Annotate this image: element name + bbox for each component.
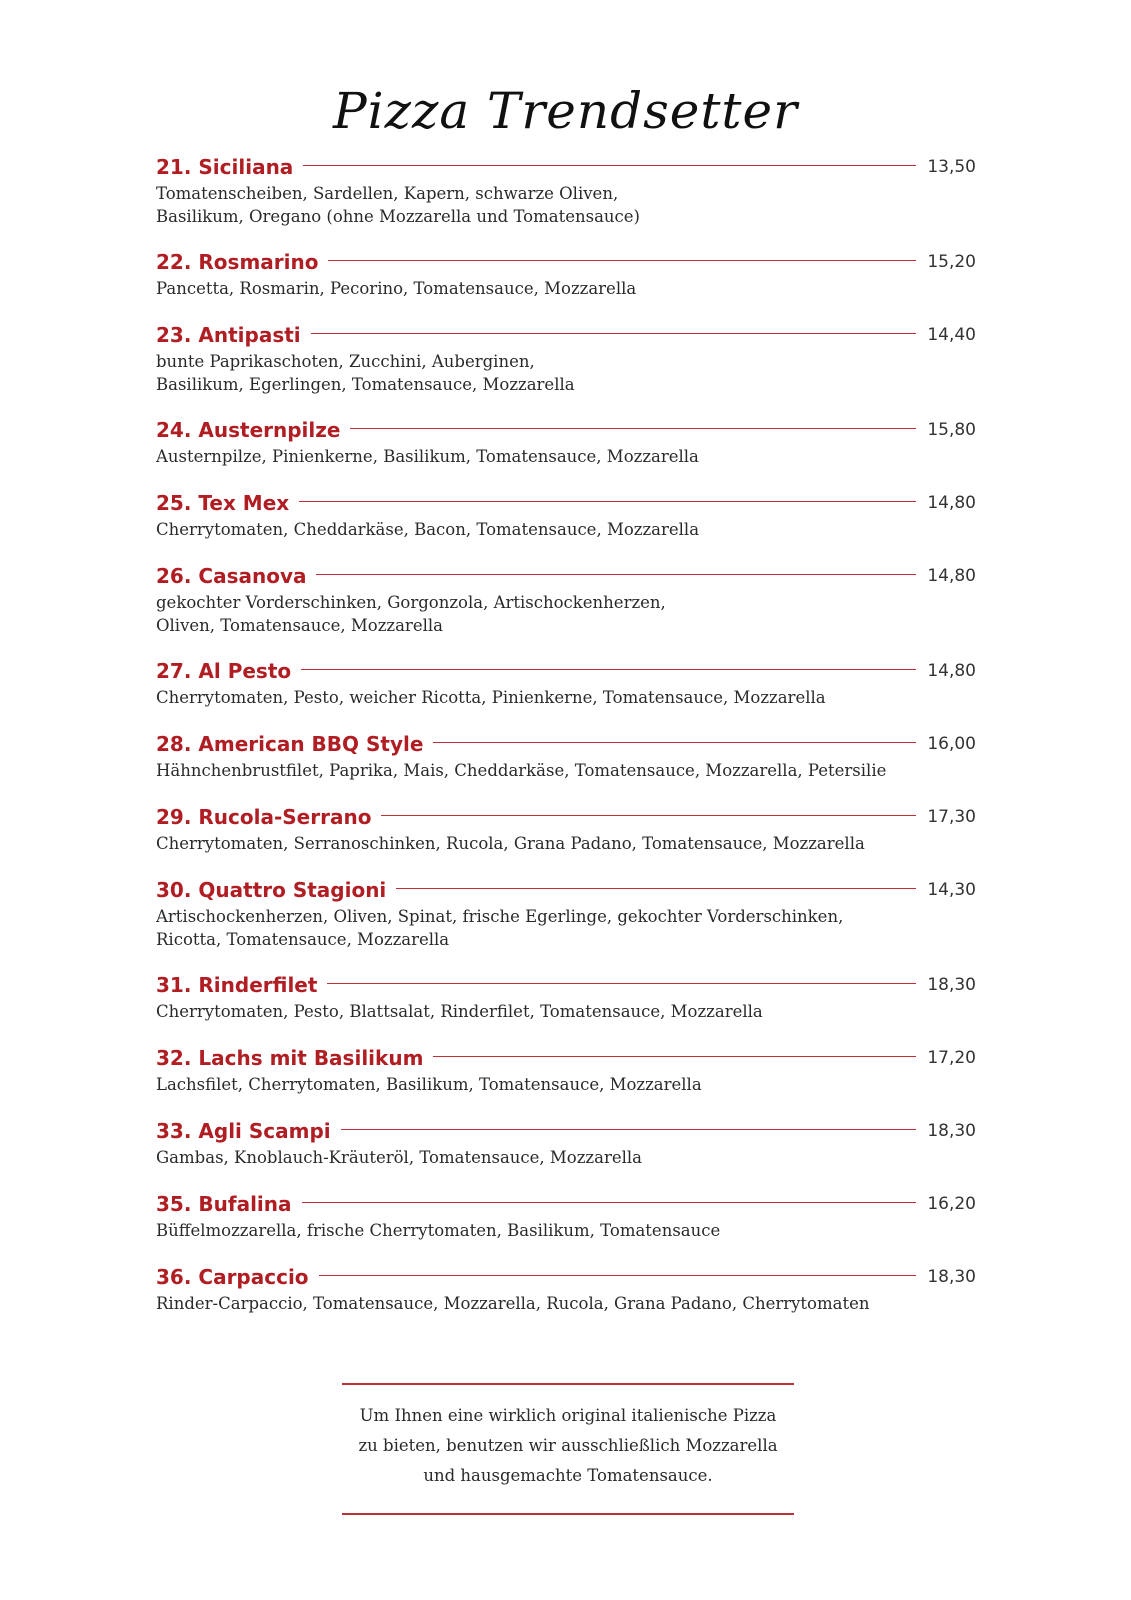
menu-item-description: Hähnchenbrustfilet, Paprika, Mais, Cheddarkäse, Tomatensauce, Mozzarella, Petersilie bbox=[156, 761, 887, 780]
menu-item-price: 16,00 bbox=[927, 734, 976, 754]
menu-item-name: 22. Rosmarino bbox=[156, 250, 319, 274]
menu-item-price: 15,80 bbox=[927, 420, 976, 440]
menu-item-leader-line bbox=[319, 1275, 916, 1276]
menu-item bbox=[156, 562, 976, 657]
menu-item-description: Tomatenscheiben, Sardellen, Kapern, schwarze Oliven, bbox=[156, 184, 619, 203]
menu-item-description: Austernpilze, Pinienkerne, Basilikum, Tomatensauce, Mozzarella bbox=[156, 447, 699, 466]
menu-item-name: 36. Carpaccio bbox=[156, 1265, 309, 1289]
menu-item-price: 17,30 bbox=[927, 807, 976, 827]
menu-item-description: Büffelmozzarella, frische Cherrytomaten, Basilikum, Tomatensauce bbox=[156, 1221, 721, 1240]
menu-item-description: Artischockenherzen, Oliven, Spinat, frische Egerlinge, gekochter Vorderschinken, bbox=[156, 907, 844, 926]
menu-item-leader-line bbox=[433, 742, 916, 743]
menu-item-description: Ricotta, Tomatensauce, Mozzarella bbox=[156, 930, 450, 949]
menu-item-price: 14,80 bbox=[927, 493, 976, 513]
menu-item-description: Basilikum, Egerlingen, Tomatensauce, Mozzarella bbox=[156, 375, 575, 394]
menu-item-price: 15,20 bbox=[927, 252, 976, 272]
menu-item-description: Pancetta, Rosmarin, Pecorino, Tomatensauce, Mozzarella bbox=[156, 279, 637, 298]
menu-item-price: 14,80 bbox=[927, 661, 976, 681]
menu-item-name: 21. Siciliana bbox=[156, 155, 294, 179]
menu-item-description: Lachsfilet, Cherrytomaten, Basilikum, Tomatensauce, Mozzarella bbox=[156, 1075, 702, 1094]
menu-item-description: Oliven, Tomatensauce, Mozzarella bbox=[156, 616, 443, 635]
menu-item-leader-line bbox=[381, 815, 916, 816]
menu-item-leader-line bbox=[328, 260, 916, 261]
menu-item-header bbox=[156, 803, 976, 832]
menu-item-description: bunte Paprikaschoten, Zucchini, Auberginen, bbox=[156, 352, 535, 371]
menu-item-price: 14,40 bbox=[927, 325, 976, 345]
menu-item-name: 33. Agli Scampi bbox=[156, 1119, 331, 1143]
menu-item-price: 18,30 bbox=[927, 1121, 976, 1141]
menu-item-leader-line bbox=[299, 501, 916, 502]
menu-item-header bbox=[156, 321, 976, 350]
menu-item-header bbox=[156, 657, 976, 686]
menu-item-name: 23. Antipasti bbox=[156, 323, 301, 347]
menu-item-header bbox=[156, 876, 976, 905]
menu-item-header bbox=[156, 416, 976, 445]
menu-item-description: Gambas, Knoblauch-Kräuteröl, Tomatensauce, Mozzarella bbox=[156, 1148, 643, 1167]
menu-item-description: Cherrytomaten, Cheddarkäse, Bacon, Tomatensauce, Mozzarella bbox=[156, 520, 700, 539]
menu-item bbox=[156, 489, 976, 562]
menu-item-price: 14,30 bbox=[927, 880, 976, 900]
menu-item bbox=[156, 803, 976, 876]
menu-item bbox=[156, 657, 976, 730]
menu-item-leader-line bbox=[327, 983, 916, 984]
menu-item-price: 18,30 bbox=[927, 975, 976, 995]
menu-item-description: Cherrytomaten, Pesto, weicher Ricotta, Pinienkerne, Tomatensauce, Mozzarella bbox=[156, 688, 826, 707]
menu-item bbox=[156, 153, 976, 248]
page-title: Pizza Trendsetter bbox=[333, 82, 798, 140]
menu-item-name: 28. American BBQ Style bbox=[156, 732, 424, 756]
menu-item bbox=[156, 876, 976, 971]
menu-item-leader-line bbox=[433, 1056, 916, 1057]
menu-item-leader-line bbox=[341, 1129, 916, 1130]
footer-line: und hausgemachte Tomatensauce. bbox=[423, 1466, 713, 1485]
menu-item-description: gekochter Vorderschinken, Gorgonzola, Artischockenherzen, bbox=[156, 593, 666, 612]
menu-item-header bbox=[156, 489, 976, 518]
menu-item-leader-line bbox=[350, 428, 916, 429]
menu-item-description: Basilikum, Oregano (ohne Mozzarella und Tomatensauce) bbox=[156, 207, 640, 226]
menu-item bbox=[156, 730, 976, 803]
menu-item-price: 14,80 bbox=[927, 566, 976, 586]
menu-item-header bbox=[156, 1044, 976, 1073]
menu-item-header bbox=[156, 153, 976, 182]
menu-item-name: 30. Quattro Stagioni bbox=[156, 878, 387, 902]
menu-item-header bbox=[156, 248, 976, 277]
menu-item-leader-line bbox=[303, 165, 916, 166]
menu-item bbox=[156, 1044, 976, 1117]
menu-item-name: 27. Al Pesto bbox=[156, 659, 292, 683]
menu-item-header bbox=[156, 562, 976, 591]
menu-item-name: 25. Tex Mex bbox=[156, 491, 290, 515]
menu-item-header bbox=[156, 730, 976, 759]
footer-line: Um Ihnen eine wirklich original italienische Pizza bbox=[359, 1406, 777, 1425]
menu-item-name: 26. Casanova bbox=[156, 564, 307, 588]
menu-item-name: 29. Rucola-Serrano bbox=[156, 805, 372, 829]
menu-item-price: 17,20 bbox=[927, 1048, 976, 1068]
menu-item bbox=[156, 1117, 976, 1190]
menu-item-price: 16,20 bbox=[927, 1194, 976, 1214]
footer-note bbox=[342, 1383, 794, 1515]
footer-text bbox=[342, 1385, 794, 1513]
footer-line: zu bieten, benutzen wir ausschließlich Mozzarella bbox=[358, 1436, 778, 1455]
menu-item bbox=[156, 971, 976, 1044]
menu-item bbox=[156, 1190, 976, 1263]
menu-item-name: 35. Bufalina bbox=[156, 1192, 292, 1216]
menu-item-header bbox=[156, 1190, 976, 1219]
menu-list bbox=[156, 153, 976, 1336]
menu-item-leader-line bbox=[301, 669, 916, 670]
footer-bottom-divider bbox=[342, 1513, 794, 1515]
menu-item bbox=[156, 248, 976, 321]
menu-item-price: 13,50 bbox=[927, 157, 976, 177]
menu-item bbox=[156, 416, 976, 489]
menu-item-leader-line bbox=[396, 888, 916, 889]
menu-item-header bbox=[156, 971, 976, 1000]
menu-item-name: 32. Lachs mit Basilikum bbox=[156, 1046, 424, 1070]
menu-item-description: Cherrytomaten, Pesto, Blattsalat, Rinderfilet, Tomatensauce, Mozzarella bbox=[156, 1002, 763, 1021]
menu-item-description: Cherrytomaten, Serranoschinken, Rucola, Grana Padano, Tomatensauce, Mozzarella bbox=[156, 834, 865, 853]
menu-item-leader-line bbox=[302, 1202, 916, 1203]
menu-item-header bbox=[156, 1263, 976, 1292]
menu-item-description: Rinder-Carpaccio, Tomatensauce, Mozzarella, Rucola, Grana Padano, Cherrytomaten bbox=[156, 1294, 870, 1313]
menu-item-leader-line bbox=[316, 574, 916, 575]
menu-item-header bbox=[156, 1117, 976, 1146]
menu-item bbox=[156, 321, 976, 416]
menu-item bbox=[156, 1263, 976, 1336]
menu-item-price: 18,30 bbox=[927, 1267, 976, 1287]
menu-item-name: 31. Rinderfilet bbox=[156, 973, 318, 997]
menu-item-name: 24. Austernpilze bbox=[156, 418, 341, 442]
menu-item-leader-line bbox=[311, 333, 916, 334]
